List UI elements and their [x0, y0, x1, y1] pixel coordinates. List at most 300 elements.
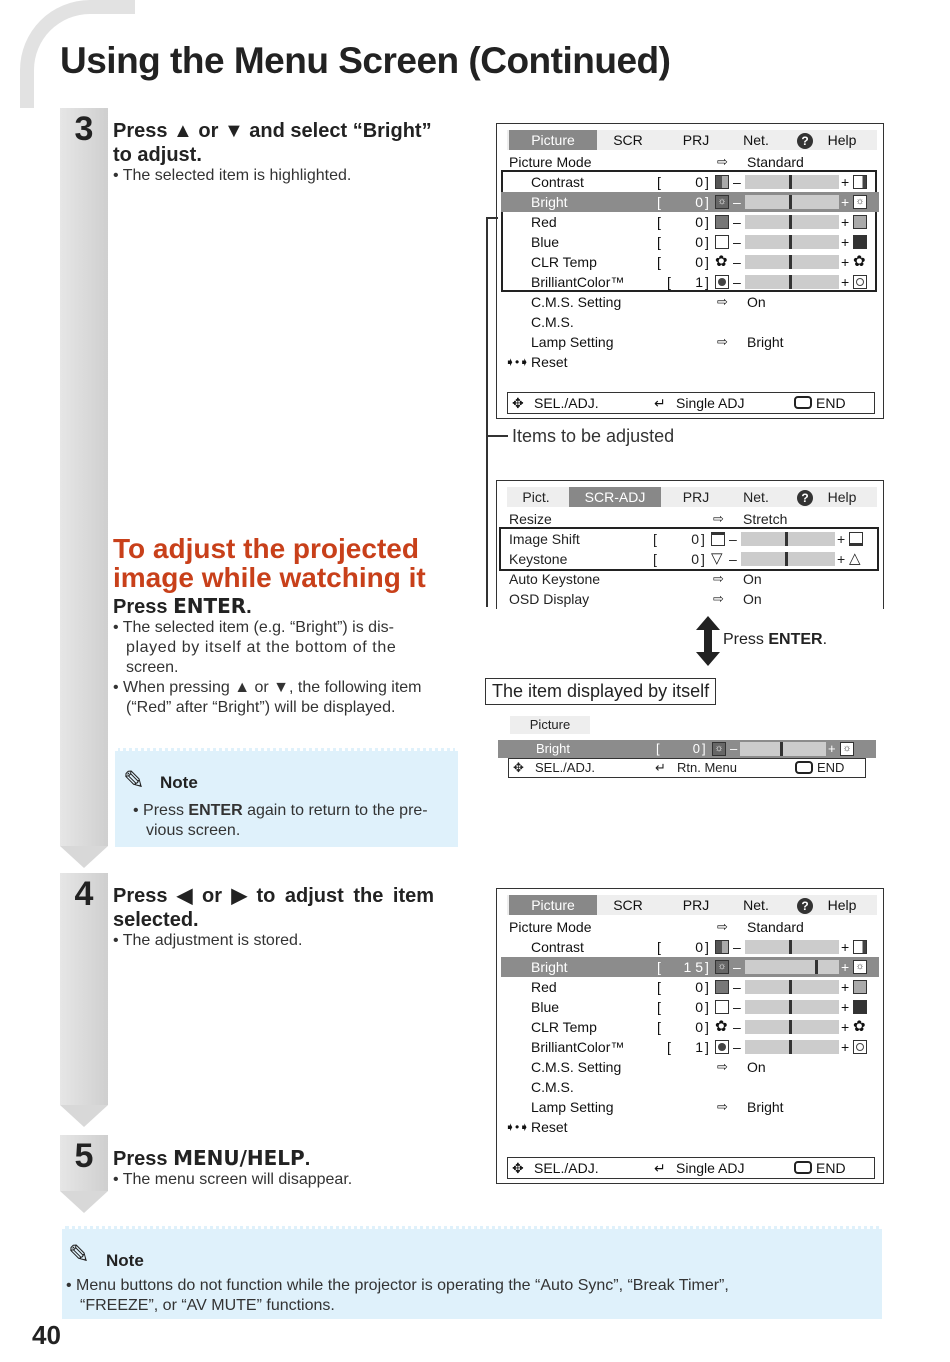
- arrow-right-icon: ⇨: [713, 571, 724, 586]
- menu-button-icon: [794, 396, 812, 409]
- adjust-press-text: Press: [113, 596, 174, 618]
- contrast-high-icon: [853, 940, 867, 954]
- arrow-right-icon: ⇨: [717, 294, 728, 309]
- menu4-tabbar: [507, 895, 877, 915]
- slider-knob: [789, 940, 792, 954]
- plus: +: [841, 1019, 850, 1035]
- menu2-osd-label: OSD Display: [509, 591, 590, 607]
- menu1-footer: [507, 392, 875, 414]
- minus: –: [733, 234, 741, 250]
- bracket-right: ]: [701, 551, 705, 567]
- menu4-row-blue[interactable]: [501, 997, 879, 1017]
- step5-heading-pre: Press: [113, 1148, 174, 1170]
- menu1-clr-temp-value: 0: [695, 254, 703, 270]
- slider-knob: [789, 1020, 792, 1034]
- note2-line1: • Menu buttons do not function while the projector is operating the “Auto Sync”, “Break Timer”,: [66, 1277, 729, 1294]
- plus: +: [837, 551, 846, 567]
- menu4-cms-setting-value: On: [747, 1059, 766, 1075]
- menu4-picture-mode-label: Picture Mode: [509, 919, 592, 935]
- menu1-red-slider[interactable]: [745, 215, 839, 229]
- menu1-help-icon[interactable]: ?: [795, 130, 815, 150]
- press-enter-pre: Press: [723, 631, 769, 648]
- menu1-reset-label: Reset: [531, 354, 568, 370]
- step3-column: [60, 108, 108, 846]
- menu1-tab-picture[interactable]: Picture: [509, 130, 597, 150]
- minus: –: [733, 959, 741, 975]
- menu4-row-cms-setting[interactable]: [501, 1057, 879, 1077]
- menu1-brilliantcolor-value: 1: [695, 274, 703, 290]
- contrast-high-icon: [853, 175, 867, 189]
- slider-knob: [780, 742, 783, 756]
- blue-low-icon: [715, 1000, 729, 1014]
- menu4-footer: [507, 1157, 875, 1179]
- menu3-footer-rtn: Rtn. Menu: [677, 760, 737, 775]
- bracket-right: ]: [705, 194, 709, 210]
- menu1-picture-mode[interactable]: [501, 152, 879, 172]
- menu4-picture-mode[interactable]: [501, 917, 879, 937]
- menu4-cms-label: C.M.S.: [531, 1079, 574, 1095]
- menu4-row-cms[interactable]: [501, 1077, 879, 1097]
- menu4-bright-label: Bright: [531, 959, 568, 975]
- menu1-bright-slider[interactable]: [745, 195, 839, 209]
- menu4-clr-temp-value: 0: [695, 1019, 703, 1035]
- screen-adjust-menu: [496, 480, 884, 609]
- brilliantcolor-high-icon: [853, 1040, 867, 1054]
- menu2-keystone-slider[interactable]: [741, 552, 835, 566]
- menu1-red-label: Red: [531, 214, 557, 230]
- menu4-row-red[interactable]: [501, 977, 879, 997]
- plus: +: [837, 531, 846, 547]
- bracket-right: ]: [705, 274, 709, 290]
- menu1-row-bright[interactable]: [501, 192, 879, 212]
- bracket-right: ]: [705, 939, 709, 955]
- menu3-row-bright[interactable]: [498, 740, 876, 758]
- bracket-right: ]: [702, 741, 706, 756]
- adjust-bullets: [113, 618, 453, 718]
- menu1-clr-temp-slider[interactable]: [745, 255, 839, 269]
- menu3-bright-slider[interactable]: [740, 742, 826, 756]
- menu4-footer-single: Single ADJ: [676, 1160, 745, 1176]
- menu3-bright-label: Bright: [536, 741, 570, 756]
- bracket-right: ]: [705, 234, 709, 250]
- slider-knob: [789, 195, 792, 209]
- minus: –: [729, 531, 737, 547]
- plus: +: [841, 1039, 850, 1055]
- slider-knob: [789, 275, 792, 289]
- menu1-contrast-value: 0: [695, 174, 703, 190]
- menu4-contrast-slider[interactable]: [745, 940, 839, 954]
- menu2-help-icon[interactable]: ?: [795, 487, 815, 507]
- step3-heading: [113, 119, 473, 167]
- callout-item-displayed: The item displayed by itself: [485, 678, 716, 705]
- menu4-row-bright[interactable]: [501, 957, 879, 977]
- menu4-red-label: Red: [531, 979, 557, 995]
- menu2-row-image-shift[interactable]: [501, 529, 879, 549]
- menu4-row-clr-temp[interactable]: [501, 1017, 879, 1037]
- step4-heading-line2: selected.: [113, 909, 199, 931]
- menu4-blue-slider[interactable]: [745, 1000, 839, 1014]
- menu4-contrast-value: 0: [695, 939, 703, 955]
- bright-low-icon: ☼: [715, 960, 729, 974]
- menu2-keystone-label: Keystone: [509, 551, 568, 567]
- image-shift-down-icon: [849, 532, 863, 546]
- minus: –: [733, 214, 741, 230]
- menu4-lamp-label: Lamp Setting: [531, 1099, 614, 1115]
- menu4-brilliantcolor-slider[interactable]: [745, 1040, 839, 1054]
- picture-menu-1: [496, 123, 884, 419]
- bracket-left: [: [667, 274, 671, 290]
- brilliantcolor-high-icon: [853, 275, 867, 289]
- arrow-right-icon: ⇨: [713, 511, 724, 526]
- blue-low-icon: [715, 235, 729, 249]
- menu1-row-red[interactable]: [501, 212, 879, 232]
- step3-bullet: • The selected item is highlighted.: [113, 167, 352, 184]
- menu1-tabbar: [507, 130, 877, 150]
- note2-line2: “FREEZE”, or “AV MUTE” functions.: [80, 1297, 335, 1314]
- bright-low-icon: ☼: [715, 195, 729, 209]
- press-enter-key: ENTER: [768, 631, 823, 648]
- slider-knob: [789, 215, 792, 229]
- red-high-icon: [853, 215, 867, 229]
- menu1-brilliantcolor-label: BrilliantColor™: [531, 274, 625, 290]
- adjust-bullet2-line1: • When pressing ▲ or ▼, the following item: [113, 679, 422, 696]
- menu2-image-shift-label: Image Shift: [509, 531, 580, 547]
- menu1-row-cms[interactable]: [501, 312, 879, 332]
- menu4-row-brilliantcolor[interactable]: [501, 1037, 879, 1057]
- menu1-bright-value: 0: [695, 194, 703, 210]
- slider-knob: [789, 1000, 792, 1014]
- menu1-row-cms-setting[interactable]: [501, 292, 879, 312]
- menu1-blue-value: 0: [695, 234, 703, 250]
- menu4-footer-sel: SEL./ADJ.: [534, 1160, 599, 1176]
- bright-high-icon: ☼: [853, 195, 867, 209]
- step4-number: 4: [74, 875, 94, 913]
- menu1-footer-single: Single ADJ: [676, 395, 745, 411]
- bracket-left: [: [653, 551, 657, 567]
- red-low-icon: [715, 215, 729, 229]
- slider-knob: [789, 980, 792, 994]
- red-low-icon: [715, 980, 729, 994]
- bracket-left: [: [657, 959, 661, 975]
- note-pencil-icon: ✎: [123, 765, 145, 795]
- menu4-reset-label: Reset: [531, 1119, 568, 1135]
- menu2-image-shift-slider[interactable]: [741, 532, 835, 546]
- menu4-bright-slider[interactable]: [745, 960, 839, 974]
- menu2-tab-prj[interactable]: PRJ: [682, 489, 710, 505]
- plus: +: [841, 194, 850, 210]
- bracket-left: [: [656, 741, 660, 756]
- clr-temp-high-icon: ✿: [853, 1018, 866, 1035]
- menu1-blue-slider[interactable]: [745, 235, 839, 249]
- adjust-bullet1-line2: played by itself at the bottom of the: [126, 639, 397, 656]
- menu2-tabbar: [507, 487, 877, 507]
- move-arrows-icon: ✥: [512, 395, 524, 411]
- page-title: Using the Menu Screen (Continued): [60, 40, 671, 81]
- menu1-tab-prj[interactable]: PRJ: [682, 132, 710, 148]
- menu2-resize-label: Resize: [509, 511, 552, 527]
- menu1-bright-label: Bright: [531, 194, 568, 210]
- arrow-right-icon: ⇨: [717, 334, 728, 349]
- menu1-cms-setting-label: C.M.S. Setting: [531, 294, 622, 310]
- slider-knob: [789, 235, 792, 249]
- menu1-clr-temp-label: CLR Temp: [531, 254, 597, 270]
- bright-high-icon: ☼: [840, 742, 854, 756]
- note1-title: Note: [160, 773, 198, 792]
- note1-text: [133, 801, 455, 841]
- plus: +: [841, 939, 850, 955]
- menu1-row-brilliantcolor[interactable]: [501, 272, 879, 292]
- note2-title: Note: [106, 1251, 144, 1270]
- menu1-row-blue[interactable]: [501, 232, 879, 252]
- step4-heading-line1: Press ◀ or ▶ to adjust the item: [113, 885, 435, 907]
- menu4-help-icon[interactable]: ?: [795, 895, 815, 915]
- minus: –: [733, 274, 741, 290]
- menu3-tab-picture[interactable]: Picture: [510, 716, 590, 734]
- menu1-contrast-label: Contrast: [531, 174, 584, 190]
- menu2-row-resize[interactable]: [501, 509, 879, 529]
- bracket-connector: [486, 217, 488, 607]
- red-high-icon: [853, 980, 867, 994]
- menu1-lamp-label: Lamp Setting: [531, 334, 614, 350]
- plus: +: [841, 999, 850, 1015]
- bracket-right: ]: [705, 979, 709, 995]
- menu2-row-auto-keystone[interactable]: [501, 569, 879, 589]
- bracket-left: [: [657, 214, 661, 230]
- menu2-image-shift-value: 0: [691, 531, 699, 547]
- menu4-contrast-label: Contrast: [531, 939, 584, 955]
- step5-number: 5: [74, 1137, 94, 1175]
- bracket-left: [: [657, 174, 661, 190]
- adjust-bullet2-line2: (“Red” after “Bright”) will be displayed.: [126, 699, 396, 716]
- adjust-heading-line2: image while watching it: [113, 562, 426, 593]
- minus: –: [733, 174, 741, 190]
- menu-button-icon: [794, 1161, 812, 1174]
- minus: –: [733, 1019, 741, 1035]
- bracket-right: ]: [705, 214, 709, 230]
- bracket-right: ]: [701, 531, 705, 547]
- bracket-left: [: [657, 254, 661, 270]
- menu2-row-keystone[interactable]: [501, 549, 879, 569]
- reset-icon: ➧•➧: [505, 1120, 530, 1134]
- bright-high-icon: ☼: [853, 960, 867, 974]
- menu1-brilliantcolor-slider[interactable]: [745, 275, 839, 289]
- page-number: 40: [32, 1320, 61, 1350]
- slider-knob: [789, 255, 792, 269]
- menu4-footer-end: END: [816, 1160, 846, 1176]
- minus: –: [733, 194, 741, 210]
- keystone-high-icon: △: [849, 550, 861, 567]
- step3-heading-line1: Press ▲ or ▼ and select “Bright”: [113, 120, 432, 142]
- note-box-2: [62, 1226, 882, 1319]
- menu1-cms-label: C.M.S.: [531, 314, 574, 330]
- menu2-resize-value: Stretch: [743, 511, 788, 527]
- double-arrow-icon: [696, 616, 720, 666]
- menu1-footer-sel: SEL./ADJ.: [534, 395, 599, 411]
- menu4-red-slider[interactable]: [745, 980, 839, 994]
- menu4-row-reset[interactable]: [501, 1117, 879, 1137]
- keystone-low-icon: ▽: [711, 550, 723, 567]
- menu4-tab-scr[interactable]: SCR: [613, 897, 643, 913]
- step5-bullet: • The menu screen will disappear.: [113, 1171, 353, 1188]
- menu1-row-clr-temp[interactable]: [501, 252, 879, 272]
- menu1-blue-label: Blue: [531, 234, 560, 250]
- step5-heading: [113, 1146, 310, 1171]
- menu2-keystone-value: 0: [691, 551, 699, 567]
- bracket-left: [: [657, 194, 661, 210]
- note-box-1: [115, 748, 458, 847]
- menu4-red-value: 0: [695, 979, 703, 995]
- menu2-tab-scr-adj[interactable]: SCR-ADJ: [569, 487, 661, 507]
- step3-number: 3: [74, 110, 94, 148]
- move-arrows-icon: ✥: [512, 1160, 524, 1176]
- bracket-right: ]: [705, 254, 709, 270]
- arrow-right-icon: ⇨: [713, 591, 724, 606]
- bracket-connector: [486, 435, 508, 437]
- menu4-cms-setting-label: C.M.S. Setting: [531, 1059, 622, 1075]
- bracket-connector: [486, 217, 498, 219]
- plus: +: [841, 234, 850, 250]
- menu2-auto-keystone-value: On: [743, 571, 762, 587]
- slider-knob: [815, 960, 818, 974]
- arrow-right-icon: ⇨: [717, 1059, 728, 1074]
- menu-button-icon: [795, 761, 813, 774]
- bracket-left: [: [657, 999, 661, 1015]
- note1-line1-pre: • Press: [133, 802, 189, 819]
- bracket-right: ]: [705, 999, 709, 1015]
- blue-high-icon: [853, 1000, 867, 1014]
- clr-temp-low-icon: ✿: [715, 253, 728, 270]
- bracket-left: [: [657, 979, 661, 995]
- menu4-brilliantcolor-value: 1: [695, 1039, 703, 1055]
- adjust-press-enter: [113, 594, 252, 619]
- slider-knob: [785, 532, 788, 546]
- menu2-tab-help[interactable]: Help: [827, 489, 857, 505]
- menu1-picture-mode-value: Standard: [747, 154, 804, 170]
- minus: –: [733, 999, 741, 1015]
- minus: –: [729, 551, 737, 567]
- menu2-auto-keystone-label: Auto Keystone: [509, 571, 601, 587]
- menu2-row-osd[interactable]: [501, 589, 879, 609]
- brilliantcolor-low-icon: [715, 275, 729, 289]
- move-arrows-icon: ✥: [513, 760, 524, 775]
- plus: +: [828, 741, 836, 756]
- adjust-heading: [113, 534, 463, 592]
- menu4-bright-value: 1 5: [683, 959, 703, 975]
- menu3-footer-end: END: [817, 760, 845, 775]
- menu1-row-contrast[interactable]: [501, 172, 879, 192]
- bracket-right: ]: [705, 1019, 709, 1035]
- plus: +: [841, 274, 850, 290]
- step4-heading: [113, 884, 453, 932]
- note1-line1-post: again to return to the pre-: [242, 802, 428, 819]
- adjust-bullet1-line1: • The selected item (e.g. “Bright”) is dis-: [113, 619, 394, 636]
- menu4-clr-temp-label: CLR Temp: [531, 1019, 597, 1035]
- press-enter-label: [723, 631, 827, 649]
- menu1-picture-mode-label: Picture Mode: [509, 154, 592, 170]
- adjust-press-dot: .: [246, 596, 252, 618]
- clr-temp-high-icon: ✿: [853, 253, 866, 270]
- enter-icon: ↵: [655, 760, 666, 775]
- blue-high-icon: [853, 235, 867, 249]
- plus: +: [841, 174, 850, 190]
- menu1-tab-net[interactable]: Net.: [743, 132, 769, 148]
- menu1-tab-help[interactable]: Help: [827, 132, 857, 148]
- menu1-row-reset[interactable]: [501, 352, 879, 372]
- menu4-row-contrast[interactable]: [501, 937, 879, 957]
- menu2-tab-net[interactable]: Net.: [743, 489, 769, 505]
- menu1-tab-scr[interactable]: SCR: [613, 132, 643, 148]
- arrow-right-icon: ⇨: [717, 154, 728, 169]
- plus: +: [841, 959, 850, 975]
- menu4-tab-prj[interactable]: PRJ: [682, 897, 710, 913]
- contrast-low-icon: [715, 175, 729, 189]
- plus: +: [841, 214, 850, 230]
- slider-knob: [785, 552, 788, 566]
- note1-line2: vious screen.: [146, 822, 241, 839]
- slider-knob: [789, 1040, 792, 1054]
- clr-temp-low-icon: ✿: [715, 1018, 728, 1035]
- bracket-left: [: [657, 1019, 661, 1035]
- menu4-tab-net[interactable]: Net.: [743, 897, 769, 913]
- minus: –: [730, 741, 738, 756]
- menu3-bright-value: 0: [692, 741, 700, 756]
- menu4-clr-temp-slider[interactable]: [745, 1020, 839, 1034]
- menu4-row-lamp[interactable]: [501, 1097, 879, 1117]
- menu2-osd-value: On: [743, 591, 762, 607]
- minus: –: [733, 1039, 741, 1055]
- press-enter-post: .: [822, 631, 828, 648]
- step5-heading-post: .: [304, 1148, 311, 1170]
- bracket-right: ]: [705, 174, 709, 190]
- single-item-menu: [498, 716, 878, 780]
- menu4-tab-picture[interactable]: Picture: [509, 895, 597, 915]
- menu4-lamp-value: Bright: [747, 1099, 784, 1115]
- adjust-bullet1-line3: screen.: [126, 659, 179, 676]
- picture-menu-2: [496, 888, 884, 1184]
- menu1-row-lamp[interactable]: [501, 332, 879, 352]
- plus: +: [841, 979, 850, 995]
- minus: –: [733, 979, 741, 995]
- slider-knob: [789, 175, 792, 189]
- bracket-right: ]: [705, 1039, 709, 1055]
- menu4-blue-value: 0: [695, 999, 703, 1015]
- adjust-heading-line1: To adjust the projected: [113, 533, 419, 564]
- menu3-footer: [508, 758, 866, 778]
- minus: –: [733, 254, 741, 270]
- minus: –: [733, 939, 741, 955]
- note1-line1-key: ENTER: [188, 802, 243, 819]
- menu4-tab-help[interactable]: Help: [827, 897, 857, 913]
- step5-heading-key: MENU/HELP: [173, 1146, 305, 1170]
- note-pencil-icon: ✎: [68, 1239, 90, 1269]
- image-shift-up-icon: [711, 532, 725, 546]
- step4-bullet: • The adjustment is stored.: [113, 932, 303, 949]
- menu1-contrast-slider[interactable]: [745, 175, 839, 189]
- bracket-left: [: [657, 939, 661, 955]
- menu1-footer-end: END: [816, 395, 846, 411]
- reset-icon: ➧•➧: [505, 355, 530, 369]
- adjust-press-key: ENTER: [173, 594, 247, 618]
- contrast-low-icon: [715, 940, 729, 954]
- menu4-picture-mode-value: Standard: [747, 919, 804, 935]
- menu1-lamp-value: Bright: [747, 334, 784, 350]
- menu4-brilliantcolor-label: BrilliantColor™: [531, 1039, 625, 1055]
- arrow-right-icon: ⇨: [717, 1099, 728, 1114]
- bracket-left: [: [667, 1039, 671, 1055]
- enter-icon: ↵: [654, 395, 666, 411]
- menu2-tab-pict[interactable]: Pict.: [522, 489, 550, 505]
- step3-heading-line2: to adjust.: [113, 144, 202, 166]
